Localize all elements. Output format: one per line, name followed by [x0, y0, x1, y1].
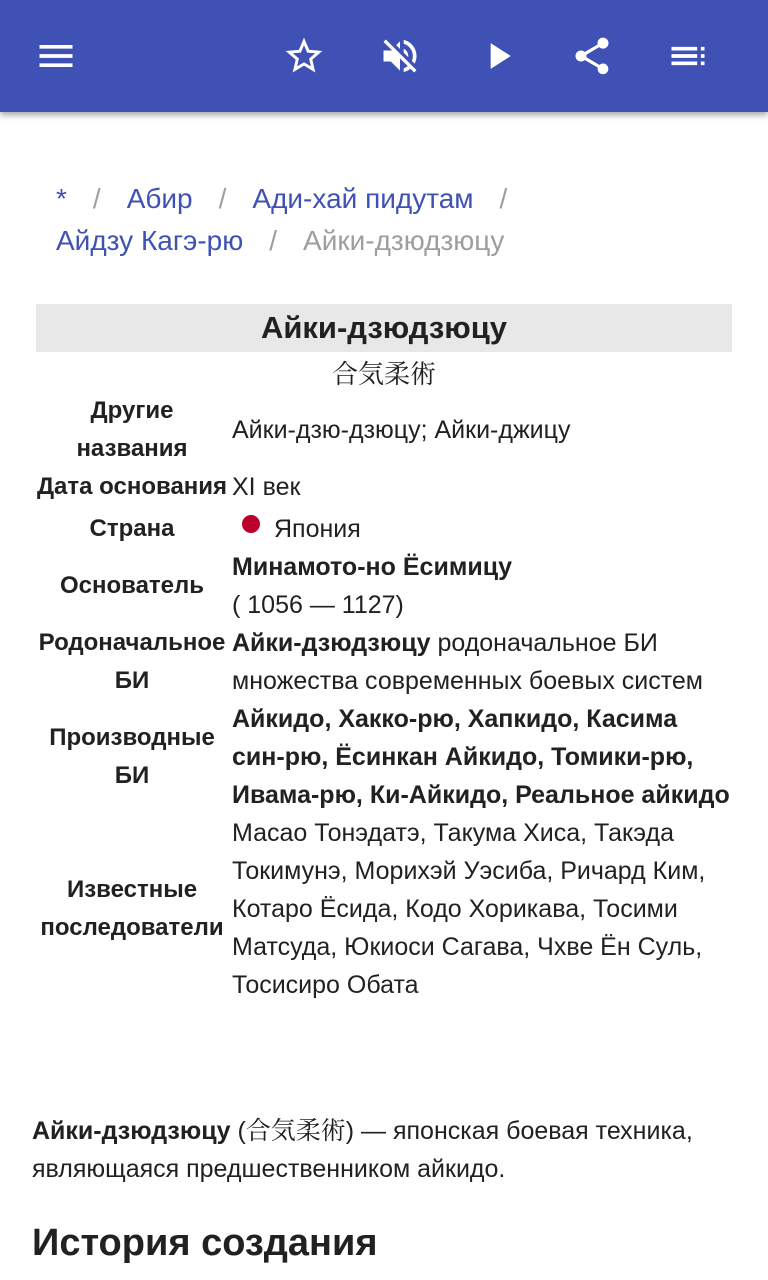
japan-flag-icon — [242, 515, 260, 533]
intro-paragraph — [32, 1112, 732, 1188]
section-heading: История создания — [32, 1222, 378, 1264]
intro-term: Айки-дзюдзюцу — [32, 1117, 231, 1145]
infobox-label: Известные последователи — [40, 876, 224, 941]
infobox-value — [228, 624, 732, 700]
infobox-title: Айки-дзюдзюцу — [36, 304, 732, 352]
infobox-row-country — [36, 510, 732, 548]
contents-button[interactable] — [658, 26, 718, 86]
infobox-row-other-names — [36, 392, 732, 468]
share-button[interactable] — [562, 26, 622, 86]
mute-button[interactable] — [370, 26, 430, 86]
menu-icon — [34, 34, 78, 78]
intro-text: (合気柔術) — японская боевая техника, являющаяся предшественником айкидо. — [32, 1117, 693, 1183]
infobox-row-followers — [36, 814, 732, 1004]
infobox-row-founded — [36, 468, 732, 506]
app-toolbar — [0, 0, 768, 112]
menu-button[interactable] — [26, 26, 86, 86]
infobox-label: Страна — [89, 515, 175, 542]
star-outline-icon — [282, 34, 326, 78]
play-icon — [476, 34, 520, 78]
breadcrumb-item-root[interactable]: * — [56, 183, 67, 214]
infobox-label: Производные БИ — [49, 724, 215, 789]
followers-list: Масао Тонэдатэ, Такума Хиса, Такэда Токимунэ, Морихэй Уэсиба, Ричард Ким, Котаро Ёсида, Кодо Хорикава, Тосими Матсуда, Юкиоси Сагава, Чхве Ён Суль, Тосисиро Обата — [232, 819, 706, 999]
derived-arts-links[interactable]: Айкидо, Хакко-рю, Хапкидо, Касима син-рю, Ёсинкан Айкидо, Томики-рю, Ивама-рю, Ки-Айкидо, Реальное айкидо — [232, 705, 730, 809]
play-button[interactable] — [468, 26, 528, 86]
breadcrumb — [56, 178, 736, 262]
breadcrumb-item-aidzu[interactable]: Айдзу Кагэ-рю — [56, 225, 244, 256]
infobox-label: Основатель — [59, 572, 205, 599]
breadcrumb-separator: / — [499, 183, 508, 214]
infobox-label: Дата основания — [36, 473, 228, 500]
country-link[interactable]: Япония — [274, 515, 361, 543]
ancestor-name: Айки-дзюдзюцу — [232, 629, 431, 657]
infobox-label: Другие названия — [76, 397, 188, 462]
share-icon — [570, 34, 614, 78]
breadcrumb-current: Айки-дзюдзюцу — [303, 225, 505, 256]
infobox-row-ancestor — [36, 624, 732, 700]
volume-off-icon — [378, 34, 422, 78]
infobox-value: XI век — [232, 473, 301, 501]
infobox — [36, 304, 732, 1004]
founder-years: ( 1056 — 1127) — [232, 591, 404, 619]
breadcrumb-separator: / — [218, 183, 227, 214]
infobox-subtitle: 合気柔術 — [331, 359, 436, 389]
infobox-value: Айки-дзю-дзюцу; Айки-джицу — [232, 416, 571, 444]
breadcrumb-item-adi-hai[interactable]: Ади-хай пидутам — [252, 183, 474, 214]
ancestor-description: родоначальное БИ множества современных боевых систем — [232, 629, 703, 695]
infobox-label: Родоначальное БИ — [38, 629, 226, 694]
breadcrumb-separator: / — [92, 183, 101, 214]
bookmark-button[interactable] — [274, 26, 334, 86]
breadcrumb-item-abir[interactable]: Абир — [126, 183, 193, 214]
infobox-value-country — [228, 510, 732, 548]
breadcrumb-separator: / — [269, 225, 278, 256]
infobox-row-derived — [36, 700, 732, 814]
founder-name[interactable]: Минамото-но Ёсимицу — [232, 553, 512, 581]
table-of-contents-icon — [666, 34, 710, 78]
infobox-value — [228, 548, 732, 624]
infobox-row-founder — [36, 548, 732, 624]
